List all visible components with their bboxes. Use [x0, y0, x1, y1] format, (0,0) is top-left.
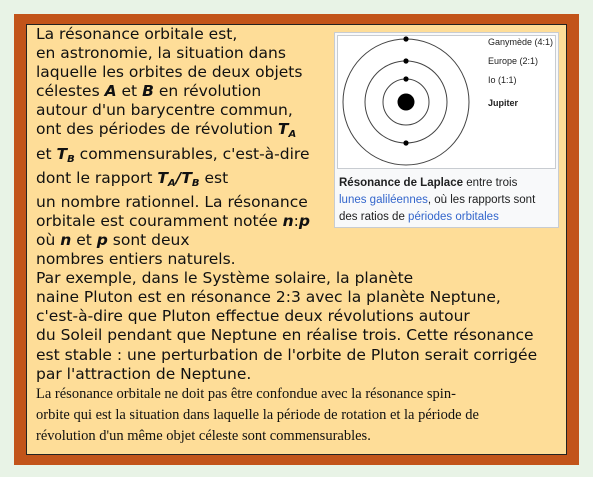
text-line: ont des périodes de révolution $T_A$ [36, 120, 297, 141]
europe-label: Europe (2:1) [488, 56, 539, 66]
text-line: en astronomie, la situation dans [36, 44, 286, 63]
text-line: La résonance orbitale est, [36, 25, 238, 43]
text-line: et $T_B$ commensurables, c'est-à-dire [36, 144, 310, 165]
variable-b: B [142, 82, 154, 101]
text-line: dont le rapport $T_A/T_B$ est [36, 168, 229, 189]
ganymede-moon [403, 36, 408, 41]
text-line: laquelle les orbites de deux objets [36, 63, 303, 82]
caption-title: Résonance de Laplace [339, 177, 463, 189]
jupiter-label: Jupiter [488, 98, 519, 108]
figure-caption: Résonance de Laplace entre trois lunes galiléennes, où les rapports sont des ratios de périodes orbitales [339, 177, 536, 223]
ganymede-label: Ganymède (4:1) [488, 37, 554, 47]
variable-t: T [56, 144, 68, 163]
text-line: du Soleil pendant que Neptune en réalise trois. Cette résonance [36, 326, 534, 345]
jupiter-planet [398, 94, 415, 111]
text-line: Par exemple, dans le Système solaire, la planète [36, 269, 414, 288]
text-line: c'est-à-dire que Pluton effectue deux révolutions autour [36, 307, 470, 326]
europe-moon-lower [403, 140, 408, 145]
orbit-diagram [337, 35, 556, 169]
variable-t: T [277, 120, 289, 139]
text-line: célestes A et B en révolution [36, 82, 262, 101]
text-line: orbitale est couramment notée n:p [36, 211, 310, 230]
laplace-resonance-figure [334, 32, 559, 228]
galilean-moons-link[interactable]: lunes galiléennes [339, 194, 428, 206]
orbital-periods-link[interactable]: périodes orbitales [408, 211, 499, 223]
text-line: un nombre rationnel. La résonance [36, 192, 308, 211]
text-line: révolution d'un même objet céleste sont commensurables. [36, 427, 371, 444]
text-line: autour d'un barycentre commun, [36, 101, 293, 120]
text-line: La résonance orbitale ne doit pas être confondue avec la résonance spin- [36, 385, 456, 402]
text-line: est stable : une perturbation de l'orbite de Pluton serait corrigée [36, 345, 538, 364]
orbit-diagram-svg [338, 36, 555, 168]
io-label: Io (1:1) [488, 75, 517, 85]
text-line: nombres entiers naturels. [36, 250, 236, 269]
text-line: où n et p sont deux [36, 230, 190, 249]
text-line: orbite qui est la situation dans laquelle la période de rotation et la période de [36, 406, 479, 423]
variable-a: A [104, 82, 117, 101]
io-moon [403, 76, 408, 81]
europe-moon [403, 58, 408, 63]
text-line: par l'attraction de Neptune. [36, 364, 252, 383]
text-line: naine Pluton est en résonance 2:3 avec la planète Neptune, [36, 288, 501, 307]
